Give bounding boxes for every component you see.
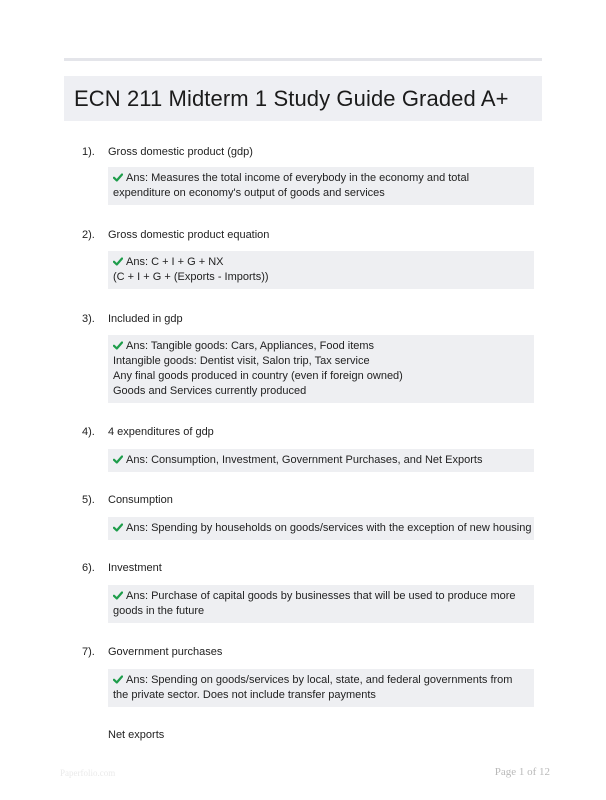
answer-text: Spending by households on goods/services with the exception of new housing bbox=[151, 522, 532, 534]
answer-prefix: Ans: bbox=[126, 590, 149, 602]
question-term: Government purchases bbox=[108, 646, 223, 658]
answer-box-3 bbox=[108, 335, 534, 403]
check-icon bbox=[113, 173, 123, 182]
document-title: ECN 211 Midterm 1 Study Guide Graded A+ bbox=[74, 85, 509, 111]
page-number: Page 1 of 12 bbox=[494, 766, 550, 778]
answer-text: Tangible goods: Cars, Appliances, Food items bbox=[150, 340, 375, 352]
answer-text: C + I + G + NX bbox=[151, 256, 224, 268]
check-icon bbox=[113, 341, 123, 350]
answer-text: Measures the total income of everybody in the economy and total expenditure on economy's output of goods and services bbox=[113, 172, 470, 199]
question-number: 1). bbox=[82, 146, 95, 158]
check-icon bbox=[113, 523, 123, 532]
question-number: 5). bbox=[82, 494, 95, 506]
check-icon bbox=[113, 455, 123, 464]
question-term: Gross domestic product equation bbox=[108, 229, 270, 241]
answer-box-4 bbox=[108, 449, 534, 472]
answer-box-2 bbox=[108, 251, 534, 289]
question-term: Consumption bbox=[108, 494, 173, 506]
answer-box-7 bbox=[108, 669, 534, 707]
answer-prefix: Ans: bbox=[126, 256, 149, 268]
question-term: 4 expenditures of gdp bbox=[108, 426, 214, 438]
answer-text: Purchase of capital goods by businesses that will be used to produce more goods in the future bbox=[113, 590, 516, 617]
question-number: 4). bbox=[82, 426, 95, 438]
check-icon bbox=[113, 675, 123, 684]
answer-box-6 bbox=[108, 585, 534, 623]
answer-text: Consumption, Investment, Government Purchases, and Net Exports bbox=[151, 454, 483, 466]
answer-prefix: Ans: bbox=[126, 522, 149, 534]
answer-prefix: Ans: bbox=[126, 674, 149, 686]
question-number: 3). bbox=[82, 313, 95, 325]
question-term: Investment bbox=[108, 562, 162, 574]
question-number: 7). bbox=[82, 646, 95, 658]
question-number: 6). bbox=[82, 562, 95, 574]
title-banner bbox=[64, 76, 542, 121]
answer-box-1 bbox=[108, 167, 534, 205]
question-term: Included in gdp bbox=[108, 313, 183, 325]
question-term: Gross domestic product (gdp) bbox=[108, 146, 253, 158]
answer-box-5 bbox=[108, 517, 534, 540]
answer-prefix: Ans: bbox=[126, 172, 149, 184]
question-term: Net exports bbox=[108, 729, 165, 741]
check-icon bbox=[113, 257, 123, 266]
answer-text: Spending on goods/services by local, state, and federal governments from the private sector. Does not include transfer payments bbox=[113, 674, 513, 701]
check-icon bbox=[113, 591, 123, 600]
answer-text: (C + I + G + (Exports - Imports)) bbox=[113, 271, 269, 283]
answer-text: Any final goods produced in country (even if foreign owned) bbox=[113, 370, 403, 382]
top-divider bbox=[64, 58, 542, 61]
question-number: 2). bbox=[82, 229, 95, 241]
answer-prefix: Ans: bbox=[126, 454, 149, 466]
answer-text: Intangible goods: Dentist visit, Salon trip, Tax service bbox=[113, 355, 370, 367]
watermark: Paperfolio.com bbox=[60, 768, 116, 778]
answer-prefix: Ans: bbox=[126, 340, 149, 352]
answer-text: Goods and Services currently produced bbox=[113, 385, 307, 397]
